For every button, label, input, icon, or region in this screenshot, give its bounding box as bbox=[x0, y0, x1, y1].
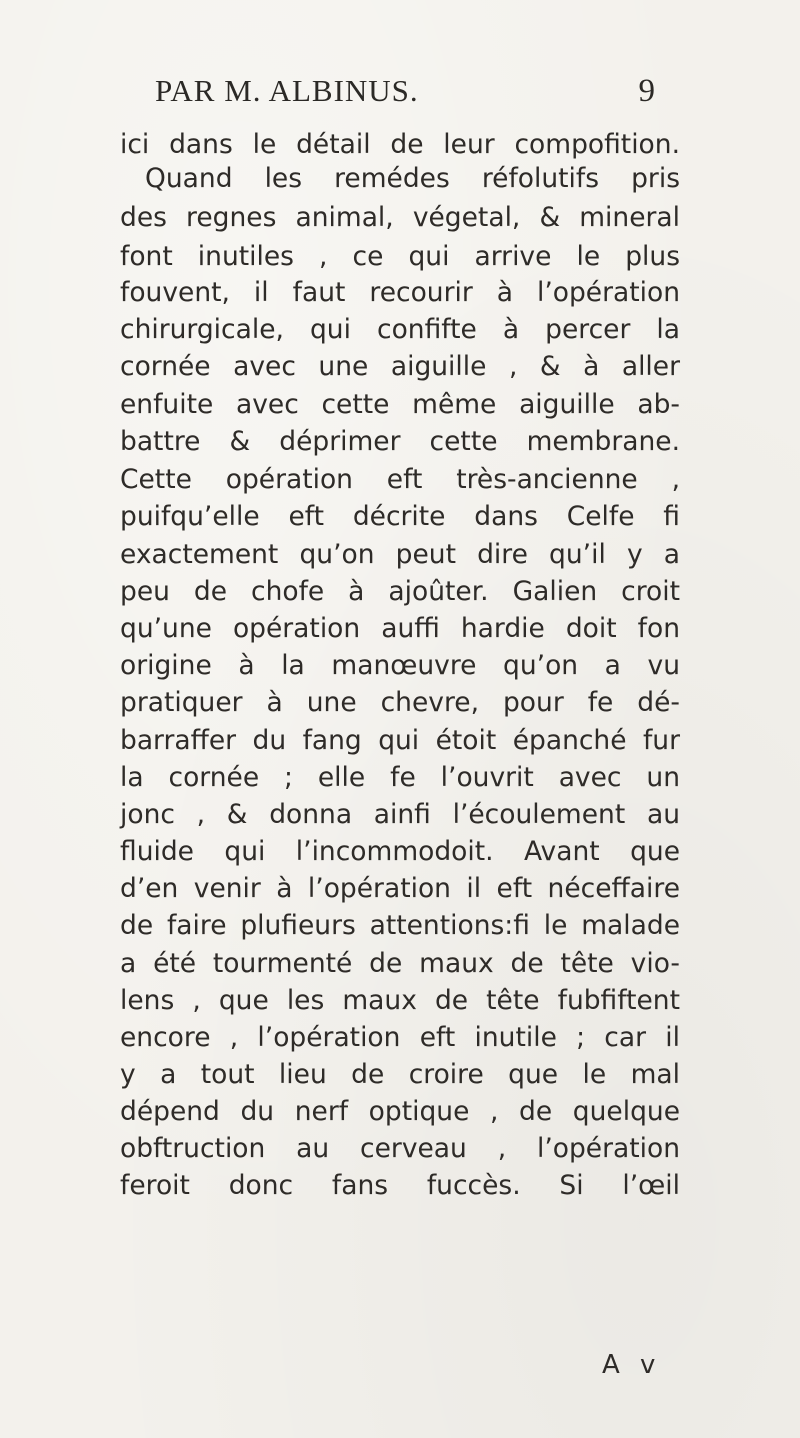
text-line: origine à la manœuvre qu’on a vu bbox=[120, 650, 680, 681]
text-line: des regnes animal, végetal, & mineral bbox=[120, 202, 680, 233]
text-line: de faire plufieurs attentions:fi le malade bbox=[120, 910, 680, 941]
text-line: peu de chofe à ajoûter. Galien croit bbox=[120, 576, 680, 607]
text-line: lens , que les maux de tête fubfiftent bbox=[120, 985, 680, 1016]
text-line: barraffer du fang qui étoit épanché fur bbox=[120, 725, 680, 756]
text-line: encore , l’opération eft inutile ; car il bbox=[120, 1022, 680, 1053]
running-head: PAR M. ALBINUS. bbox=[155, 73, 419, 108]
text-line: jonc , & donna ainfi l’écoulement au bbox=[120, 799, 680, 830]
text-line: qu’une opération auffi hardie doit fon bbox=[120, 613, 680, 644]
text-line: cornée avec une aiguille , & à aller bbox=[120, 351, 680, 382]
text-line: a été tourmenté de maux de tête vio- bbox=[120, 948, 680, 979]
text-line: d’en venir à l’opération il eft néceffaire bbox=[120, 873, 680, 904]
text-line: Quand les remédes réfolutifs pris bbox=[145, 163, 680, 194]
text-line: y a tout lieu de croire que le mal bbox=[120, 1059, 680, 1090]
text-line: enfuite avec cette même aiguille ab- bbox=[120, 389, 680, 420]
text-line: feroit donc fans fuccès. Si l’œil bbox=[120, 1170, 680, 1201]
text-line: puifqu’elle eft décrite dans Celfe fi bbox=[120, 501, 680, 532]
page-number: 9 bbox=[638, 73, 655, 109]
text-line: pratiquer à une chevre, pour fe dé- bbox=[120, 687, 680, 718]
text-line: obftruction au cerveau , l’opération bbox=[120, 1133, 680, 1164]
text-line: fouvent, il faut recourir à l’opération bbox=[120, 277, 680, 308]
text-line: Cette opération eft très-ancienne , bbox=[120, 464, 680, 495]
text-line: ici dans le détail de leur compofition. bbox=[120, 129, 680, 160]
text-line: exactement qu’on peut dire qu’il y a bbox=[120, 539, 680, 570]
text-line: dépend du nerf optique , de quelque bbox=[120, 1096, 680, 1127]
text-line: chirurgicale, qui confifte à percer la bbox=[120, 314, 680, 345]
text-line: la cornée ; elle fe l’ouvrit avec un bbox=[120, 762, 680, 793]
text-line: font inutiles , ce qui arrive le plus bbox=[120, 241, 680, 272]
text-line: fluide qui l’incommodoit. Avant que bbox=[120, 836, 680, 867]
text-line: battre & déprimer cette membrane. bbox=[120, 426, 680, 457]
catchword: A v bbox=[602, 1350, 662, 1380]
